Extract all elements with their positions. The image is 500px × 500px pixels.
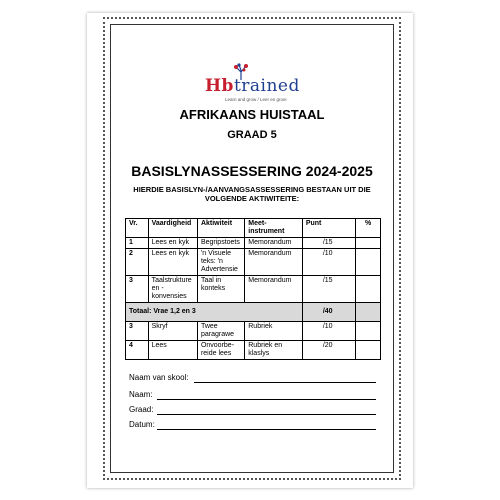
hbtrained-logo	[205, 62, 300, 106]
table-row: 4 Lees Onvoorbe-reide lees Rubriek en klaslys /20	[126, 341, 381, 360]
total-label: Totaal: Vrae 1,2 en 3	[126, 303, 303, 322]
assessment-table	[125, 218, 381, 360]
col-header-instrument: Meet- instrument	[245, 219, 303, 238]
subject-title: AFRIKAANS HUISTAAL	[179, 107, 325, 122]
table-row: 3 Taalstrukture en -konvensies Taal in konteks Memorandum /15	[126, 276, 381, 303]
logo-tagline: Learn and grow / Leer en groei	[225, 97, 287, 102]
grade-label: Graad:	[129, 405, 154, 414]
name-field[interactable]	[157, 399, 376, 400]
col-header-percent: %	[356, 219, 381, 238]
table-row: 3 Skryf Twee paragrawe Rubriek /10	[126, 322, 381, 341]
grade-field[interactable]	[157, 414, 376, 415]
total-value: /40	[302, 303, 355, 322]
school-name-field[interactable]	[194, 382, 376, 383]
total-row	[126, 303, 381, 322]
intro-text: HIERDIE BASISLYN-/AANVANGSASSESSERING BESTAAN UIT DIE VOLGENDE AKTIWITEITE:	[133, 185, 371, 203]
name-label: Naam:	[129, 390, 153, 399]
school-name-label: Naam van skool:	[129, 373, 189, 382]
table-header-row	[126, 219, 381, 238]
col-header-skill: Vaardigheid	[148, 219, 197, 238]
assessment-title: BASISLYNASSESSERING 2024-2025	[131, 163, 373, 179]
col-header-mark: Punt	[302, 219, 355, 238]
grade-title: GRAAD 5	[227, 129, 277, 141]
table-row: 1 Lees en kyk Begripstoets Memorandum /15	[126, 238, 381, 249]
logo-wordmark: Hbtrained	[205, 76, 300, 96]
date-field[interactable]	[157, 429, 376, 430]
col-header-activity: Aktiwiteit	[197, 219, 244, 238]
table-row: 2 Lees en kyk 'n Visuele teks: 'n Advertensie Memorandum /10	[126, 249, 381, 276]
date-label: Datum:	[129, 420, 155, 429]
col-header-question: Vr.	[126, 219, 149, 238]
